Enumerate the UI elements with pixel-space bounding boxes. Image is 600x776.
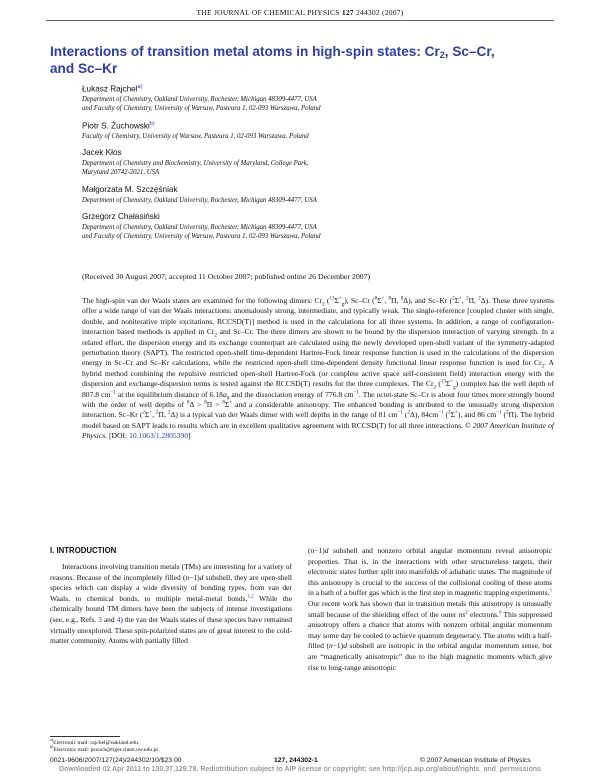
affiliation-5: Department of Chemistry, Oakland University, Rochester, Michigan 48309-4477, USA and Faculty of Chemistry, University of Warsaw, Pasteura 1, 02-093 Warszawa, Poland bbox=[82, 224, 321, 241]
author-1: Łukasz Rajchel$^{a)}$ bbox=[82, 84, 143, 94]
author-5: Grzegorz Chałasiński bbox=[82, 212, 160, 221]
author-2-link[interactable]: b) bbox=[149, 121, 155, 127]
article-id: 244302 (2007) bbox=[355, 8, 404, 17]
footnote-2: $^{b)}$Electronic mail: pszuch@tiger.chem.uw.edu.pl. bbox=[50, 744, 160, 753]
body-right-column: (n−1)d subshell and nonzero orbital angular momentum reveal anisotropic properties. That is, in the interactions with other structureless targets, their electronic states further split into manifolds of adiabatic states. The magnitude of this anisotropy is crucial to the success of the collisional cooling of these atoms in a bath of a buffer gas which is the first step in magnetic trapping experiments.$^5$ Our recent work has shown that in transition metals this anisotropy is unusually small because of the shielding effect of the outer $ns^2$ electrons.$^6$ This suppressed anisotropy offers a chance that atoms with nonzero orbital angular momentum may some day be cooled to achieve quantum degeneracy. The atoms with a half-filled (n−1)d subshell are isotropic in the orbital angular momentum sense, but are “magnetically anisotropic” due to the high magnetic moments which give rise to long-range anisotropic bbox=[308, 546, 553, 672]
doi-link[interactable]: 10.1063/1.2805390 bbox=[129, 431, 189, 441]
affiliation-4: Department of Chemistry, Oakland University, Rochester, Michigan 48309-4477, USA bbox=[82, 197, 317, 204]
journal-volume: 127 bbox=[341, 8, 354, 17]
running-header bbox=[0, 8, 600, 17]
download-notice: Downloaded 02 Apr 2011 to 130.37.129.78. Redistribution subject to AIP license or copyright; see http://jcp.aip.org/about/rights_and_permissions bbox=[58, 766, 542, 773]
affiliation-2: Faculty of Chemistry, University of Warsaw, Pasteura 1, 02-093 Warszawa, Poland bbox=[82, 133, 309, 140]
affiliation-1: Department of Chemistry, Oakland University, Rochester, Michigan 48309-4477, USA and Faculty of Chemistry, University of Warsaw, Pasteura 1, 02-093 Warszawa, Poland bbox=[82, 96, 321, 113]
author-4: Małgorzata M. Szczęśniak bbox=[82, 185, 178, 194]
header-rule bbox=[46, 20, 554, 21]
footer-copyright: © 2007 American Institute of Physics bbox=[420, 757, 531, 764]
received-dates: (Received 30 August 2007; accepted 11 October 2007; published online 26 December 2007) bbox=[82, 272, 371, 281]
abstract: The high-spin van der Waals states are examined for the following dimers: $Cr_2$ $(^{13}\Sigma^+_g)$, Sc–Cr ($^8$Σ+, $^8$Π, $^8$Δ), and Sc–Kr ($^2$Σ+, $^2$Π, $^2$Δ). These three systems offer a wide range of van der Waals interactions: anomalously strong, intermediate, and typically weak. The single-reference [coupled cluster with single, double, and noniterative triple excitations, RCCSD(T)] method is used in the calculations for all three systems. In addition, a range of configuration-interaction based methods is applied in $Cr_2$ and Sc–Cr. The three dimers are shown to be bound by the dispersion interaction of varying strength. In a related effort, the dispersion energy and its exchange counterpart are calculated using the newly developed open-shell variant of the symmetry-adapted perturbation theory (SAPT). The restricted open-shell time-dependent Hartree-Fock linear response function is used in the calculations of the dispersion energy in Sc–Cr and Sc–Kr calculations, while the restricted open-shell time-dependent density functional linear response function is used for $Cr_2$. A hybrid method combining the repulsive restricted open-shell Hartree-Fock (or complete active space self-consistent field) interaction energy with the dispersion and exchange-dispersion terms is tested against the RCCSD(T) results for the three complexes. The $Cr_2$ $(^{13}\Sigma^+_g)$ complex has the well depth of 807.8 $cm^{-1}$ at the equilibrium distance of $6.18a_0$ and the dissociation energy of 776.8 $cm^{-1}$. The octet-state Sc–Cr is about four times more strongly bound with the order of well depths of $^8$Δ > $^8$Π > $^8$Σ+ and a considerable anisotropy. The enhanced bonding is attributed to the unusually strong dispersion interaction. Sc–Kr ($^2$Σ+, $^2$Π, $^2$Δ) is a typical van der Waals dimer with well depths in the range of 81 $cm^{-1}$ ($^2$Δ), $84cm^{-1}$ ($^2$Σ+), and 86 $cm^{-1}$ ($^2$Π). The hybrid model based on SAPT leads to results which are in excellent qualitative agreement with RCCSD(T) for all three interactions. © 2007 American Institute of Physics. [DOI: 10.1063/1.2805390] bbox=[82, 296, 555, 441]
author-3: Jacek Kłos bbox=[82, 148, 122, 157]
body-left-column: Interactions involving transition metals (TMs) are interesting for a variety of reasons. Because of the incompletely filled (n−1)d subshell, they are open-shell species which can display a wide diversity of bonding types, from van der Waals, to chemical bonds, to multiple metal-metal bonds.$^{1,2}$ While the chemically bound TM dimers have been the subjects of intense investigations (see, e.g., Refs. 3 and 4) the van der Waals states of these species have remained virtually unexplored. These spin-polarized states are of great interest to the cold-matter community. Atoms with partially filled bbox=[50, 562, 292, 646]
author-1-link[interactable]: a) bbox=[137, 84, 143, 90]
footer-issn: 0021-9606/2007/127(24)/244302/10/$23.00 bbox=[50, 757, 182, 764]
affiliation-3: Department of Chemistry and Biochemistry, University of Maryland, College Park, Maryland 20742-2021, USA bbox=[82, 160, 309, 177]
footer-page: 127, 244302-1 bbox=[274, 757, 318, 764]
footnote-1: $^{a)}$Electronic mail: rajchel@oakland.edu. bbox=[50, 737, 140, 746]
journal-name: THE JOURNAL OF CHEMICAL PHYSICS bbox=[196, 8, 340, 17]
paper-title: Interactions of transition metal atoms in high-spin states: $Cr_2$, Sc–Cr, and Sc–Kr bbox=[50, 44, 495, 76]
footnote-rule bbox=[50, 736, 120, 737]
author-2: Piotr S. Żuchowski$^{b)}$ bbox=[82, 121, 155, 131]
section-heading: I. INTRODUCTION bbox=[50, 546, 117, 555]
